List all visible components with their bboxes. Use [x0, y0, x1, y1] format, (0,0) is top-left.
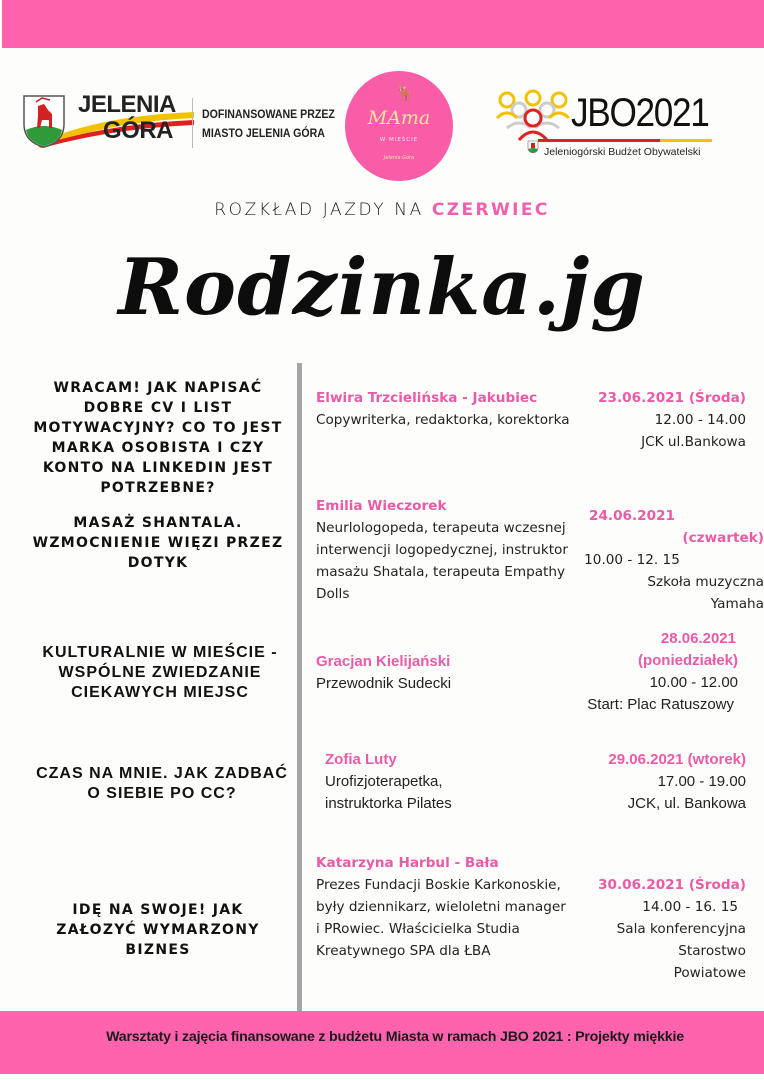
jbo2021-logo — [493, 88, 723, 160]
event-day: (poniedziałek) — [637, 652, 738, 669]
event-when — [518, 628, 738, 716]
jbo-title: JBO2021 — [571, 91, 709, 135]
jelenia-gora-wordmark: JELENIA GÓRA — [78, 91, 176, 144]
event-time: 14.00 - 16. 15 — [642, 899, 738, 915]
event-place: Szkoła muzyczna — [647, 574, 764, 590]
event-when — [526, 387, 746, 453]
event-when — [526, 874, 746, 984]
jelenia-gora-logo — [22, 92, 192, 152]
event-time: 10.00 - 12.00 — [649, 674, 738, 691]
event-place: Sala konferencyjna — [616, 921, 746, 937]
jbo-underline — [538, 139, 712, 142]
page-title: Rodzinka.jg — [118, 242, 646, 333]
event-date: 24.06.2021 — [589, 508, 675, 524]
host-name: Gracjan Kielijański — [316, 653, 451, 670]
event-place-detail: Starostwo — [678, 943, 746, 959]
event-place: JCK, ul. Bankowa — [627, 795, 746, 812]
host-name: Zofia Luty — [325, 751, 397, 768]
mama-w-miescie-logo — [345, 71, 453, 181]
mama-logo-tagline: Jelenia Góra — [383, 155, 415, 161]
host-description: Przewodnik Sudecki — [316, 675, 452, 692]
host-name: Emilia Wieczorek — [316, 498, 447, 514]
event-place-detail: Yamaha — [710, 596, 764, 612]
funding-footer-text: Warsztaty i zajęcia finansowane z budżetu Miasta w ramach JBO 2021 : Projekty miękkie — [106, 1029, 684, 1045]
event-topic: KULTURALNIE W MIEŚCIE - WSPÓLNE ZWIEDZANIE CIEKAWYCH MIEJSC — [42, 644, 278, 701]
event-date: 28.06.2021 — [660, 630, 736, 647]
event-date: 23.06.2021 (Środa) — [598, 390, 746, 406]
mama-logo-title: MAma — [367, 107, 431, 129]
event-when — [526, 749, 746, 815]
event-place: Start: Plac Ratuszowy — [587, 696, 734, 713]
jbo-subtitle: Jeleniogórski Budżet Obywatelski — [544, 146, 701, 158]
event-date: 30.06.2021 (Środa) — [598, 877, 746, 893]
event-time: 17.00 - 19.00 — [657, 773, 746, 790]
subtitle-prefix: ROZKŁAD JAZDY NA — [214, 200, 424, 220]
subtitle-month: CZERWIEC — [431, 200, 550, 220]
mama-logo-subtitle: W MIEŚCIE — [379, 137, 419, 143]
event-host — [325, 749, 495, 815]
host-description: Copywriterka, redaktorka, korektorka — [316, 412, 570, 428]
event-topic: WRACAM! JAK NAPISAĆ DOBRE CV I LIST MOTYWACYJNY? CO TO JEST MARKA OSOBISTA I CZY KONTO NA LINKEDIN JEST POTRZEBNE? — [33, 380, 283, 496]
event-topic: IDĘ NA SWOJE! JAK ZAŁOZYĆ WYMARZONY BIZNES — [56, 902, 260, 958]
logo-divider — [192, 98, 193, 148]
host-description: Prezes Fundacji Boskie Karkonoskie, były dziennikarz, wieloletni manager i PRowiec. Właścicielka Studia Kreatywnego SPA dla ŁBA — [316, 877, 566, 959]
event-topic: MASAŻ SHANTALA. WZMOCNIENIE WIĘZI PRZEZ DOTYK — [32, 515, 284, 571]
event-place: JCK ul.Bankowa — [641, 434, 746, 450]
event-date: 29.06.2021 (wtorek) — [608, 751, 746, 768]
cofinanced-by-text: DOFINANSOWANE PRZEZ MIASTO JELENIA GÓRA — [202, 109, 335, 140]
event-time: 10.00 - 12. 15 — [584, 552, 680, 568]
event-place-detail: Powiatowe — [673, 965, 746, 981]
host-description: Neurlologopeda, terapeuta wczesnej interwencji logopedycznej, instruktor masażu Shatala, terapeuta Empathy Dolls — [316, 520, 568, 602]
event-topic: CZAS NA MNIE. JAK ZADBAĆ O SIEBIE PO CC? — [36, 765, 288, 802]
host-name: Katarzyna Harbul - Bała — [316, 855, 499, 871]
deer-icon: 🦌 — [395, 83, 415, 102]
host-description: Urofizjoterapetka, instruktorka Pilates — [325, 773, 452, 812]
top-pink-band — [2, 0, 764, 48]
event-day: (czwartek) — [682, 530, 764, 546]
event-when — [492, 505, 764, 615]
schedule-subtitle — [0, 200, 764, 220]
column-divider — [297, 363, 302, 1011]
host-name: Elwira Trzcielińska - Jakubiec — [316, 390, 538, 406]
jbo-coat-of-arms-icon — [527, 140, 539, 154]
event-time: 12.00 - 14.00 — [654, 412, 746, 428]
coat-of-arms-icon — [22, 94, 66, 148]
